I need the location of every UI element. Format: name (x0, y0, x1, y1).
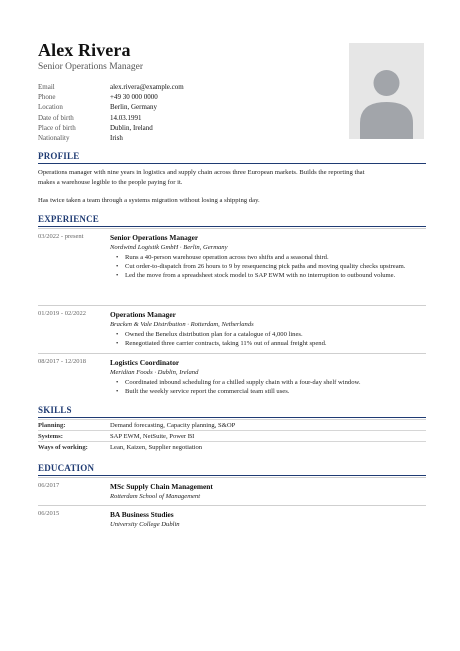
detail-row (38, 82, 338, 92)
profile-photo (349, 43, 424, 139)
section-divider (38, 163, 426, 164)
list-item (110, 271, 426, 280)
entry-organization: Nordwind Logistik GmbH · Berlin, Germany (110, 244, 228, 251)
section-heading-profile (38, 151, 426, 161)
entry-date: 06/2015 (38, 510, 60, 517)
skill-category: Ways of working: (38, 444, 88, 451)
entry-bullets (110, 378, 426, 396)
detail-label: Location (38, 103, 63, 112)
skill-values: Demand forecasting, Capacity planning, S&OP (110, 422, 236, 429)
entry-organization: Bracken & Vale Distribution · Rotterdam, Netherlands (110, 321, 254, 328)
entry-date: 08/2017 - 12/2018 (38, 358, 87, 365)
entry-divider (38, 228, 426, 229)
section-divider (38, 475, 426, 476)
candidate-title: Senior Operations Manager (38, 62, 143, 72)
entry-degree: MSc Supply Chain Management (110, 482, 213, 491)
bullet-icon: • (116, 331, 119, 338)
entry-body (110, 310, 426, 348)
entry-body (110, 482, 426, 501)
section-heading-education (38, 463, 426, 473)
candidate-name: Alex Rivera (38, 40, 131, 60)
section-heading-experience (38, 214, 426, 224)
entry-organization: Meridian Foods · Dublin, Ireland (110, 369, 199, 376)
section-heading-text: EXPERIENCE (38, 214, 100, 224)
detail-value-birthplace: Dublin, Ireland (110, 123, 153, 132)
entry-body (110, 510, 426, 529)
entry-school: University College Dublin (110, 521, 180, 528)
entry-degree: BA Business Studies (110, 510, 174, 519)
bullet-icon: • (116, 263, 119, 271)
list-item (110, 253, 426, 262)
skill-row (38, 430, 426, 441)
skill-values: Lean, Kaizen, Supplier negotiation (110, 444, 203, 451)
detail-value-dob: 14.03.1991 (110, 113, 142, 122)
detail-label: Date of birth (38, 113, 74, 122)
entry-divider (38, 477, 426, 478)
entry-date: 01/2019 - 02/2022 (38, 310, 87, 317)
skill-category: Systems: (38, 433, 63, 440)
detail-label: Place of birth (38, 123, 76, 132)
profile-summary: Operations manager with nine years in logistics and supply chain across three European markets. Builds the reporting that makes a warehouse legible to the people paying for it. (38, 169, 365, 186)
list-item (110, 339, 426, 348)
entry-role: Senior Operations Manager (110, 233, 199, 242)
detail-value-phone: +49 30 000 0000 (110, 93, 158, 102)
list-item (110, 262, 426, 271)
detail-value-nationality: Irish (110, 133, 123, 142)
bullet-icon: • (116, 379, 119, 386)
bullet-text: Coordinated inbound scheduling for a chilled supply chain with a four-day shelf window. (125, 379, 361, 386)
entry-role: Operations Manager (110, 310, 176, 319)
entry-role: Logistics Coordinator (110, 358, 180, 367)
detail-row (38, 123, 338, 133)
profile-note: Has twice taken a team through a systems migration without losing a shipping day. (38, 197, 260, 204)
skill-values: SAP EWM, NetSuite, Power BI (110, 433, 195, 440)
detail-value-location: Berlin, Germany (110, 103, 158, 112)
bullet-text: Built the weekly service report the commercial team still uses. (125, 388, 290, 396)
entry-bullets (110, 330, 426, 348)
entry-date: 03/2022 - present (38, 233, 84, 240)
person-placeholder-icon (349, 43, 424, 139)
bullet-text: Cut order-to-dispatch from 26 hours to 9 by resequencing pick paths and moving quality checks upstream. (125, 263, 406, 271)
detail-row (38, 133, 338, 143)
personal-details (38, 82, 338, 143)
section-heading-text: EDUCATION (38, 463, 95, 473)
list-item (110, 387, 426, 396)
bullet-text: Owned the Benelux distribution plan for a catalogue of 4,000 lines. (125, 331, 303, 338)
list-item (110, 378, 426, 387)
entry-body (110, 233, 426, 281)
section-divider (38, 417, 426, 418)
bullet-text: Runs a 40-person warehouse operation across two shifts and a seasonal third. (125, 254, 329, 261)
bullet-text: Renegotiated three carrier contracts, taking 11% out of annual freight spend. (125, 340, 327, 348)
bullet-text: Led the move from a spreadsheet stock model to SAP EWM with no interruption to outbound volume. (125, 272, 396, 280)
detail-label: Nationality (38, 133, 70, 142)
entry-divider (38, 353, 426, 354)
section-heading-text: PROFILE (38, 151, 80, 161)
entry-bullets (110, 253, 426, 281)
entry-divider (38, 505, 426, 506)
section-heading-skills (38, 405, 426, 415)
skill-row (38, 441, 426, 452)
detail-row (38, 92, 338, 102)
bullet-icon: • (116, 340, 119, 348)
bullet-icon: • (116, 254, 119, 261)
list-item (110, 330, 426, 339)
section-heading-text: SKILLS (38, 405, 72, 415)
bullet-icon: • (116, 272, 119, 280)
skills-table (38, 419, 426, 452)
entry-school: Rotterdam School of Management (110, 493, 201, 500)
detail-label: Phone (38, 93, 56, 102)
bullet-icon: • (116, 388, 119, 396)
skill-category: Planning: (38, 422, 66, 429)
section-divider (38, 226, 426, 227)
skill-row (38, 419, 426, 430)
detail-value-email[interactable]: alex.rivera@example.com (110, 83, 184, 91)
entry-divider (38, 305, 426, 306)
detail-row (38, 102, 338, 112)
entry-body (110, 358, 426, 396)
detail-label: Email (38, 83, 55, 91)
entry-date: 06/2017 (38, 482, 60, 489)
detail-row (38, 113, 338, 123)
